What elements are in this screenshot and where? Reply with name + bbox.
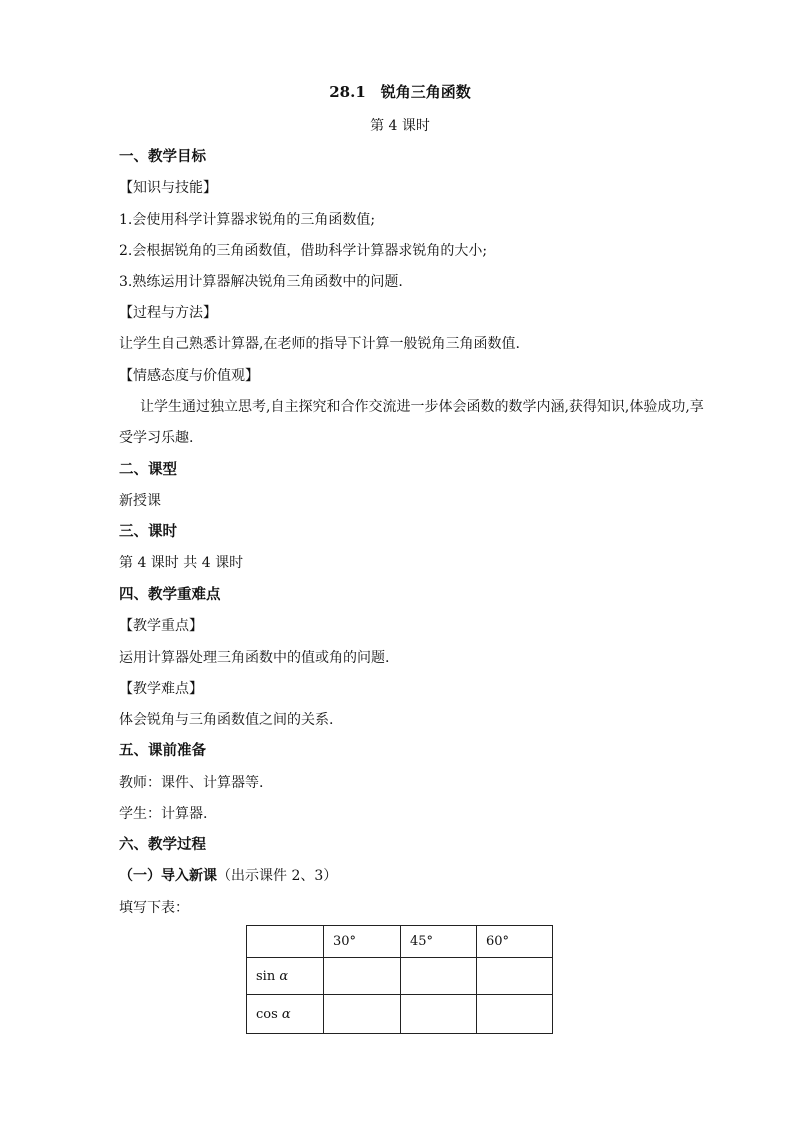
periods-value: 第 4 课时 共 4 课时 bbox=[119, 555, 244, 571]
emotion-text-line1: 让学生通过独立思考,自主探究和合作交流进一步体会函数的数学内涵,获得知识,体验成功,享 bbox=[140, 399, 704, 415]
subheading-process: 【过程与方法】 bbox=[119, 305, 217, 321]
table-row bbox=[247, 958, 553, 995]
objective-item-3: 3.熟练运用计算器解决锐角三角函数中的问题. bbox=[119, 274, 403, 290]
section-heading-periods: 三、课时 bbox=[119, 523, 177, 540]
key-point-text: 运用计算器处理三角函数中的值或角的问题. bbox=[119, 650, 390, 666]
lesson-type-value: 新授课 bbox=[119, 493, 161, 509]
table-cell bbox=[477, 958, 553, 995]
subheading-difficulty: 【教学难点】 bbox=[119, 681, 203, 697]
intro-title: （一）导入新课 bbox=[119, 868, 217, 884]
process-text: 让学生自己熟悉计算器,在老师的指导下计算一般锐角三角函数值. bbox=[119, 336, 520, 352]
subheading-knowledge: 【知识与技能】 bbox=[119, 180, 217, 196]
intro-line bbox=[119, 866, 337, 886]
table-header-cell: 30° bbox=[324, 926, 401, 958]
fill-table-instruction: 填写下表： bbox=[119, 900, 189, 916]
objective-item-1: 1.会使用科学计算器求锐角的三角函数值; bbox=[119, 212, 376, 228]
section-heading-objectives: 一、教学目标 bbox=[119, 148, 206, 165]
objective-item-2: 2.会根据锐角的三角函数值，借助科学计算器求锐角的大小; bbox=[119, 243, 488, 259]
student-preparation: 学生：计算器. bbox=[119, 806, 208, 822]
section-heading-preparation: 五、课前准备 bbox=[119, 742, 206, 759]
page-subtitle: 第 4 课时 bbox=[370, 118, 430, 134]
table-header-row bbox=[247, 926, 553, 958]
table-cell bbox=[324, 995, 401, 1034]
difficulty-text: 体会锐角与三角函数值之间的关系. bbox=[119, 712, 334, 728]
page-title: 28.1 锐角三角函数 bbox=[329, 83, 471, 101]
table-cell bbox=[401, 958, 477, 995]
table-cell bbox=[324, 958, 401, 995]
section-heading-key-points: 四、教学重难点 bbox=[119, 586, 221, 603]
emotion-text-line2: 受学习乐趣. bbox=[119, 430, 194, 446]
table-header-cell bbox=[247, 926, 324, 958]
section-heading-process: 六、教学过程 bbox=[119, 836, 206, 853]
table-header-cell: 60° bbox=[477, 926, 553, 958]
table-row-label: cos α bbox=[247, 995, 324, 1034]
subheading-key: 【教学重点】 bbox=[119, 618, 203, 634]
table-header-cell: 45° bbox=[401, 926, 477, 958]
table-cell bbox=[401, 995, 477, 1034]
subheading-emotion: 【情感态度与价值观】 bbox=[119, 368, 259, 384]
section-heading-lesson-type: 二、课型 bbox=[119, 461, 177, 478]
table-row-label: sin α bbox=[247, 958, 324, 995]
intro-note: （出示课件 2、3） bbox=[217, 868, 338, 884]
teacher-preparation: 教师：课件、计算器等. bbox=[119, 775, 264, 791]
table-cell bbox=[477, 995, 553, 1034]
table-row bbox=[247, 995, 553, 1034]
trig-value-table bbox=[246, 925, 553, 1034]
